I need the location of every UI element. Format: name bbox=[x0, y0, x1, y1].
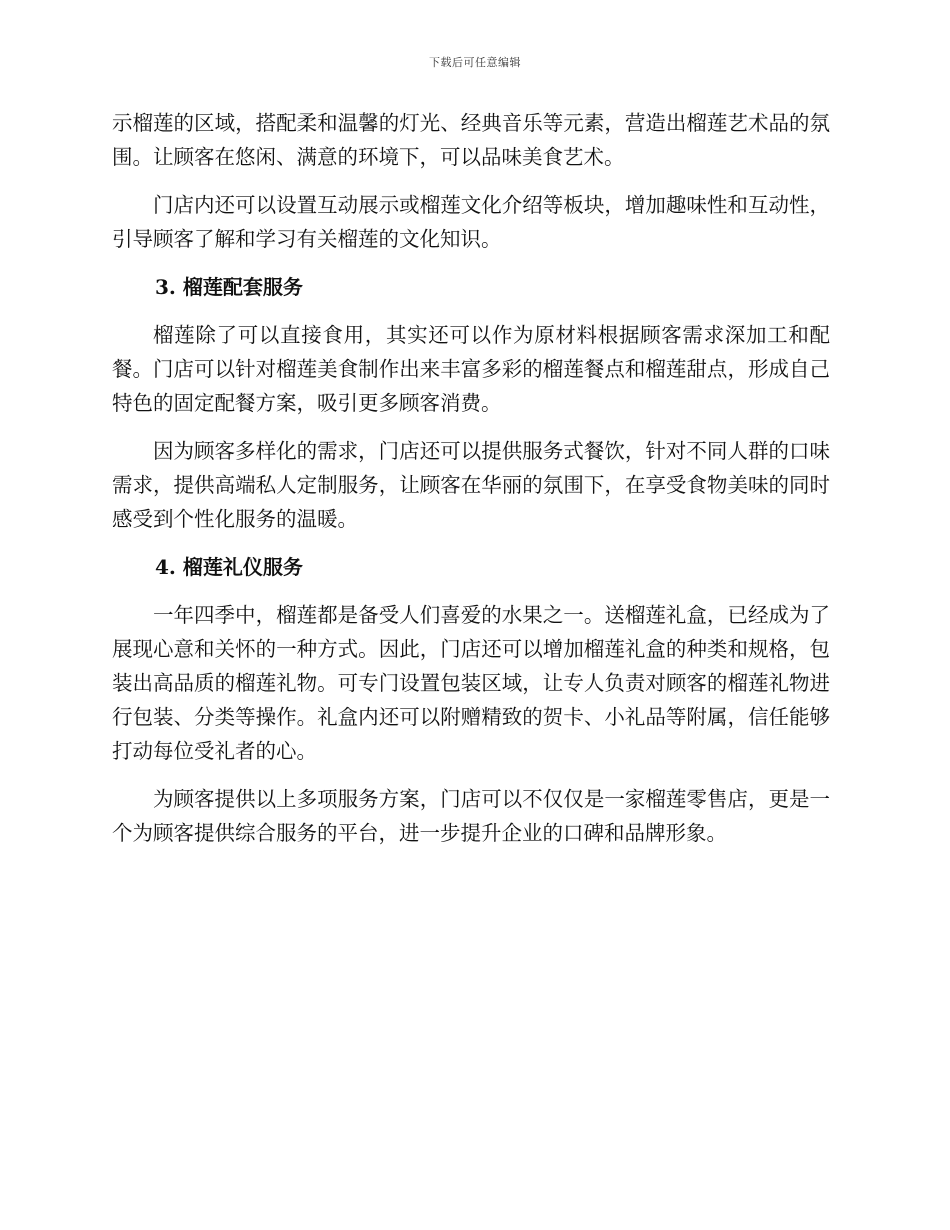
paragraph-6: 为顾客提供以上多项服务方案，门店可以不仅仅是一家榴莲零售店，更是一个为顾客提供综合服务的平台，进一步提升企业的口碑和品牌形象。 bbox=[112, 787, 830, 845]
paragraph-5: 一年四季中，榴莲都是备受人们喜爱的水果之一。送榴莲礼盒，已经成为了展现心意和关怀的一种方式。因此，门店还可以增加榴莲礼盒的种类和规格，包装出高品质的榴莲礼物。可专门设置包装区域，让专人负责对顾客的榴莲礼物进行包装、分类等操作。礼盒内还可以附赠精致的贺卡、小礼品等附属，信任能够打动每位受礼者的心。 bbox=[112, 603, 830, 763]
section-heading-4: 4. 榴莲礼仪服务 bbox=[155, 555, 303, 579]
section-heading-3: 3. 榴莲配套服务 bbox=[155, 275, 303, 299]
document-body bbox=[112, 106, 830, 864]
page-header: 下载后可任意编辑 bbox=[429, 56, 521, 69]
paragraph-4: 因为顾客多样化的需求，门店还可以提供服务式餐饮，针对不同人群的口味需求，提供高端私人定制服务，让顾客在华丽的氛围下，在享受食物美味的同时感受到个性化服务的温暖。 bbox=[112, 439, 830, 531]
paragraph-3: 榴莲除了可以直接食用，其实还可以作为原材料根据顾客需求深加工和配餐。门店可以针对榴莲美食制作出来丰富多彩的榴莲餐点和榴莲甜点，形成自己特色的固定配餐方案，吸引更多顾客消费。 bbox=[112, 323, 830, 415]
paragraph-1: 示榴莲的区域，搭配柔和温馨的灯光、经典音乐等元素，营造出榴莲艺术品的氛围。让顾客在悠闲、满意的环境下，可以品味美食艺术。 bbox=[112, 111, 830, 169]
paragraph-2: 门店内还可以设置互动展示或榴莲文化介绍等板块，增加趣味性和互动性，引导顾客了解和学习有关榴莲的文化知识。 bbox=[112, 193, 830, 251]
